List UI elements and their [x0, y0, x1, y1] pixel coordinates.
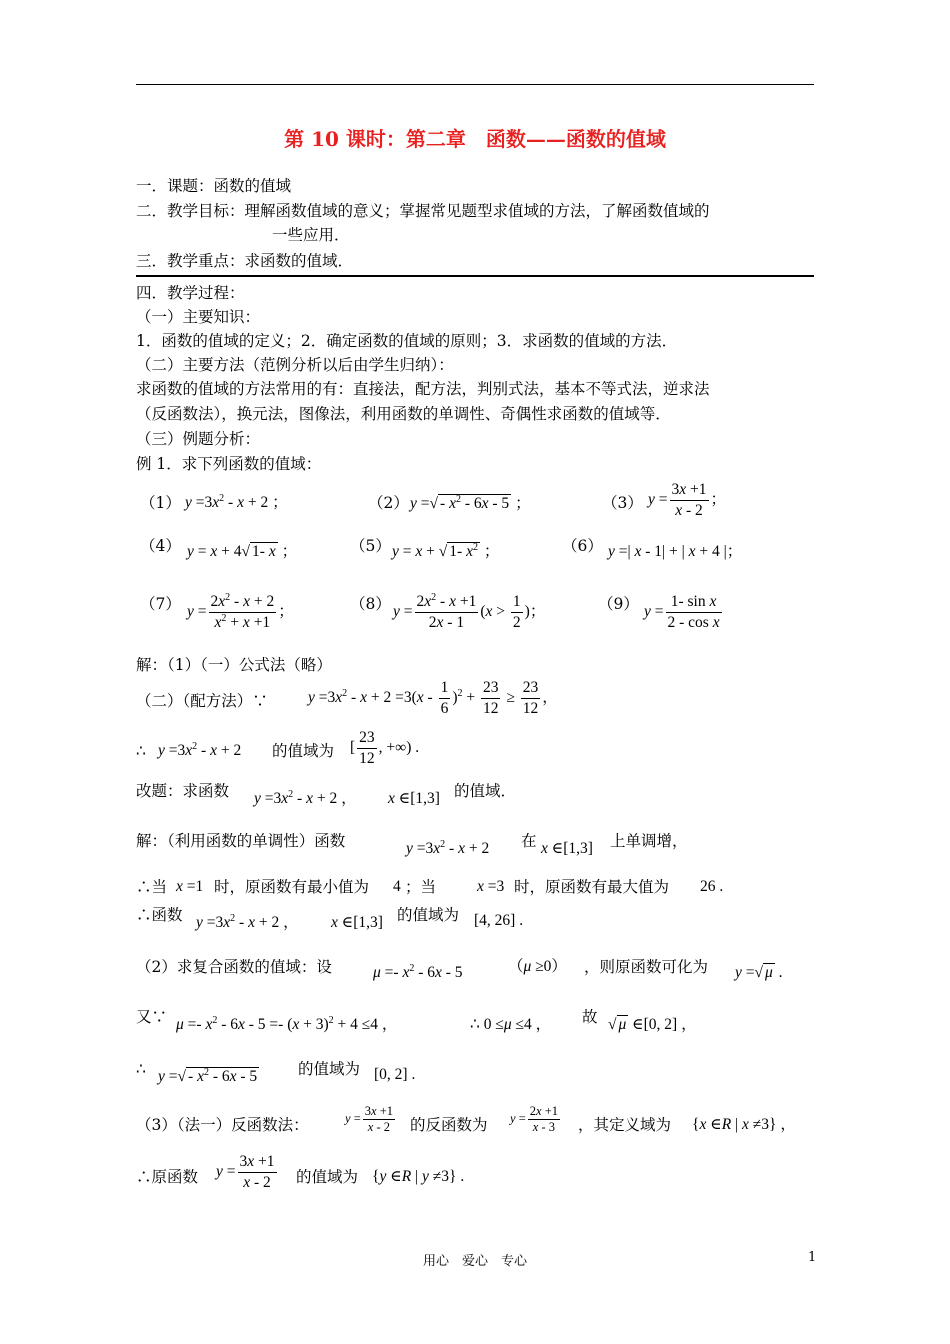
exercise-label: （4）: [140, 537, 181, 555]
formula: y = x + 4√ 1- x ；: [187, 543, 298, 560]
solution-3-conclusion-prefix: ∴原函数: [136, 1168, 199, 1186]
body-knowledge: （一）主要知识：: [136, 308, 261, 326]
solution-1-method-label: （二）（配方法）∵: [136, 692, 268, 710]
header-goals: 二．教学目标：理解函数值域的意义；掌握常见题型求值域的方法，了解函数值域的: [136, 202, 710, 220]
formula: y = $\frac{3x +1}{x - 2}$: [345, 1104, 393, 1134]
monotonic-solution-increasing: 上单调增，: [610, 832, 688, 850]
header-rule: [136, 275, 814, 277]
formula: 4: [393, 878, 401, 895]
body-examples: （三）例题分析：: [136, 430, 261, 448]
exercise-label: （7）: [140, 595, 181, 613]
solution-1-intro: 解：（1）（一）公式法（略）: [136, 656, 332, 674]
formula: y = $\frac{2x +1}{x - 3}$: [510, 1104, 558, 1134]
formula: [4, 26] .: [474, 912, 524, 929]
solution-2-conclusion-prefix: ∴: [136, 1060, 146, 1078]
exercise-label: （1）: [140, 494, 181, 512]
header-topic: 一．课题：函数的值域: [136, 177, 292, 195]
range-conclusion-prefix: ∴函数: [136, 906, 183, 924]
solution-1-conclusion-text: 的值域为: [272, 742, 335, 760]
solution-3-inverse-text: 的反函数为: [410, 1116, 488, 1134]
formula: y = x + √ 1- $x^2$ ；: [392, 542, 500, 560]
body-methods-text: 求函数的值域的方法常用的有：直接法，配方法，判别式法，基本不等式法，逆求法: [136, 380, 710, 398]
formula: $y =3x^2 - x + 2 =3(x$ - $\frac{1}{6}$ )$^2$ + $\frac{23}{12}$ ≥ $\frac{23}{12}$ ，: [308, 679, 558, 717]
formula: y = $\frac{3x +1}{x - 2}$: [216, 1153, 275, 1191]
body-methods: （二）主要方法（范例分析以后由学生归纳）：: [136, 356, 454, 374]
formula: y = $\frac{\text{1- sin x}}{\text{2 - cos x}}$: [644, 593, 720, 631]
formula: 26 .: [700, 878, 724, 895]
solution-1-conclusion-prefix: ∴: [136, 742, 146, 760]
modified-problem-prefix: 改题：求函数: [136, 782, 230, 800]
formula: $y =3x^2 - x + 2$: [158, 741, 242, 759]
page-footer: 用心 爱心 专心: [422, 1254, 527, 1269]
exercise-label: （9）: [598, 595, 639, 613]
exercise-label: （6）: [562, 537, 603, 555]
body-knowledge-list: 1．函数的值域的定义；2．确定函数的值域的原则；3．求函数的值域的方法．: [136, 332, 678, 350]
formula: y = $\frac{2x^2 - x + 2}{x^2 + x +1}$ ；: [187, 592, 294, 631]
formula: $y =3x^2 - x + 2$ ，: [196, 913, 299, 931]
formula: ∴ 0 ≤μ ≤4 ，: [470, 1016, 552, 1033]
exercise-label: （2）: [368, 494, 409, 512]
formula: y = $\frac{3x +1}{x - 2}$ ；: [648, 481, 727, 519]
formula: [ $\frac{23}{12}$ , +∞) .: [350, 729, 420, 767]
header-focus: 三．教学重点：求函数的值域．: [136, 252, 354, 270]
formula: y =| x - 1| + | x + 4 |；: [608, 543, 743, 560]
min-max-prefix: ∴当: [136, 878, 168, 896]
formula: y = $\frac{2x^2 - x +1}{2x - 1}$ (x > $\frac{1}{2}$ )；: [393, 592, 546, 631]
formula: {x ∈R | x ≠3} ，: [692, 1116, 796, 1133]
solution-3-prefix: （3）（法一）反函数法：: [136, 1116, 309, 1134]
formula: $y =3x^2 - x + 2$ ；: [185, 493, 288, 511]
formula: y =√ μ .: [735, 964, 783, 981]
formula: [0, 2] .: [374, 1066, 416, 1083]
body-methods-text-2: （反函数法），换元法，图像法，利用函数的单调性、奇偶性求函数的值域等．: [136, 405, 671, 423]
page-title: 第 10 课时：第二章 函数——函数的值域: [284, 127, 666, 151]
formula: $\mu =- x^2 - 6x - 5$: [373, 963, 463, 981]
formula: x =3: [477, 878, 505, 895]
solution-2-also: 又∵: [136, 1008, 168, 1026]
formula: $y =3x^2 - x + 2$ ，: [254, 789, 357, 807]
formula: $y =3x^2 - x + 2$: [406, 839, 490, 857]
solution-3-domain-text: ，其定义域为: [578, 1116, 672, 1134]
max-when-text: ；当: [405, 878, 437, 896]
exercise-label: （5）: [350, 537, 391, 555]
solution-2-conclusion-text: 的值域为: [298, 1060, 361, 1078]
formula: x ∈[1,3]: [331, 914, 383, 931]
max-value-text: 时，原函数有最大值为: [514, 878, 670, 896]
formula: x ∈[1,3]: [388, 790, 440, 807]
solution-3-conclusion-text: 的值域为: [296, 1168, 359, 1186]
range-conclusion-text: 的值域为: [397, 906, 460, 924]
formula: $\mu =- x^2 - 6x - 5 =- (x + 3)^2 + 4 \le 4$ ，: [176, 1015, 398, 1033]
formula: y =√ - $x^2 - 6x - 5$ ；: [410, 494, 531, 512]
solution-2-therefore: 故: [582, 1008, 598, 1026]
formula: y =√ - $x^2 - 6x - 5$: [158, 1067, 258, 1085]
formula: x ∈[1,3]: [541, 840, 593, 857]
top-rule: [136, 84, 814, 85]
monotonic-solution-prefix: 解：（利用函数的单调性）函数: [136, 832, 346, 850]
monotonic-solution-on: 在: [521, 832, 537, 850]
modified-problem-suffix: 的值域．: [454, 782, 517, 800]
min-value-text: 时，原函数有最小值为: [214, 878, 370, 896]
page-number: 1: [808, 1250, 817, 1265]
body-process: 四．教学过程：: [136, 284, 245, 302]
formula: x =1: [176, 878, 204, 895]
formula: {y ∈R | y ≠3} .: [372, 1168, 465, 1185]
solution-2-transform: ，则原函数可化为: [584, 958, 709, 976]
exercise-label: （3）: [602, 494, 643, 512]
exercise-label: （8）: [350, 595, 391, 613]
solution-2-prefix: （2）求复合函数的值域：设: [136, 958, 332, 976]
formula: （μ ≥0）: [508, 958, 567, 975]
example-1-heading: 例 1．求下列函数的值域：: [136, 455, 322, 473]
formula: √ μ ∈[0, 2] ，: [608, 1016, 697, 1033]
header-goals-cont: 一些应用．: [272, 226, 350, 244]
